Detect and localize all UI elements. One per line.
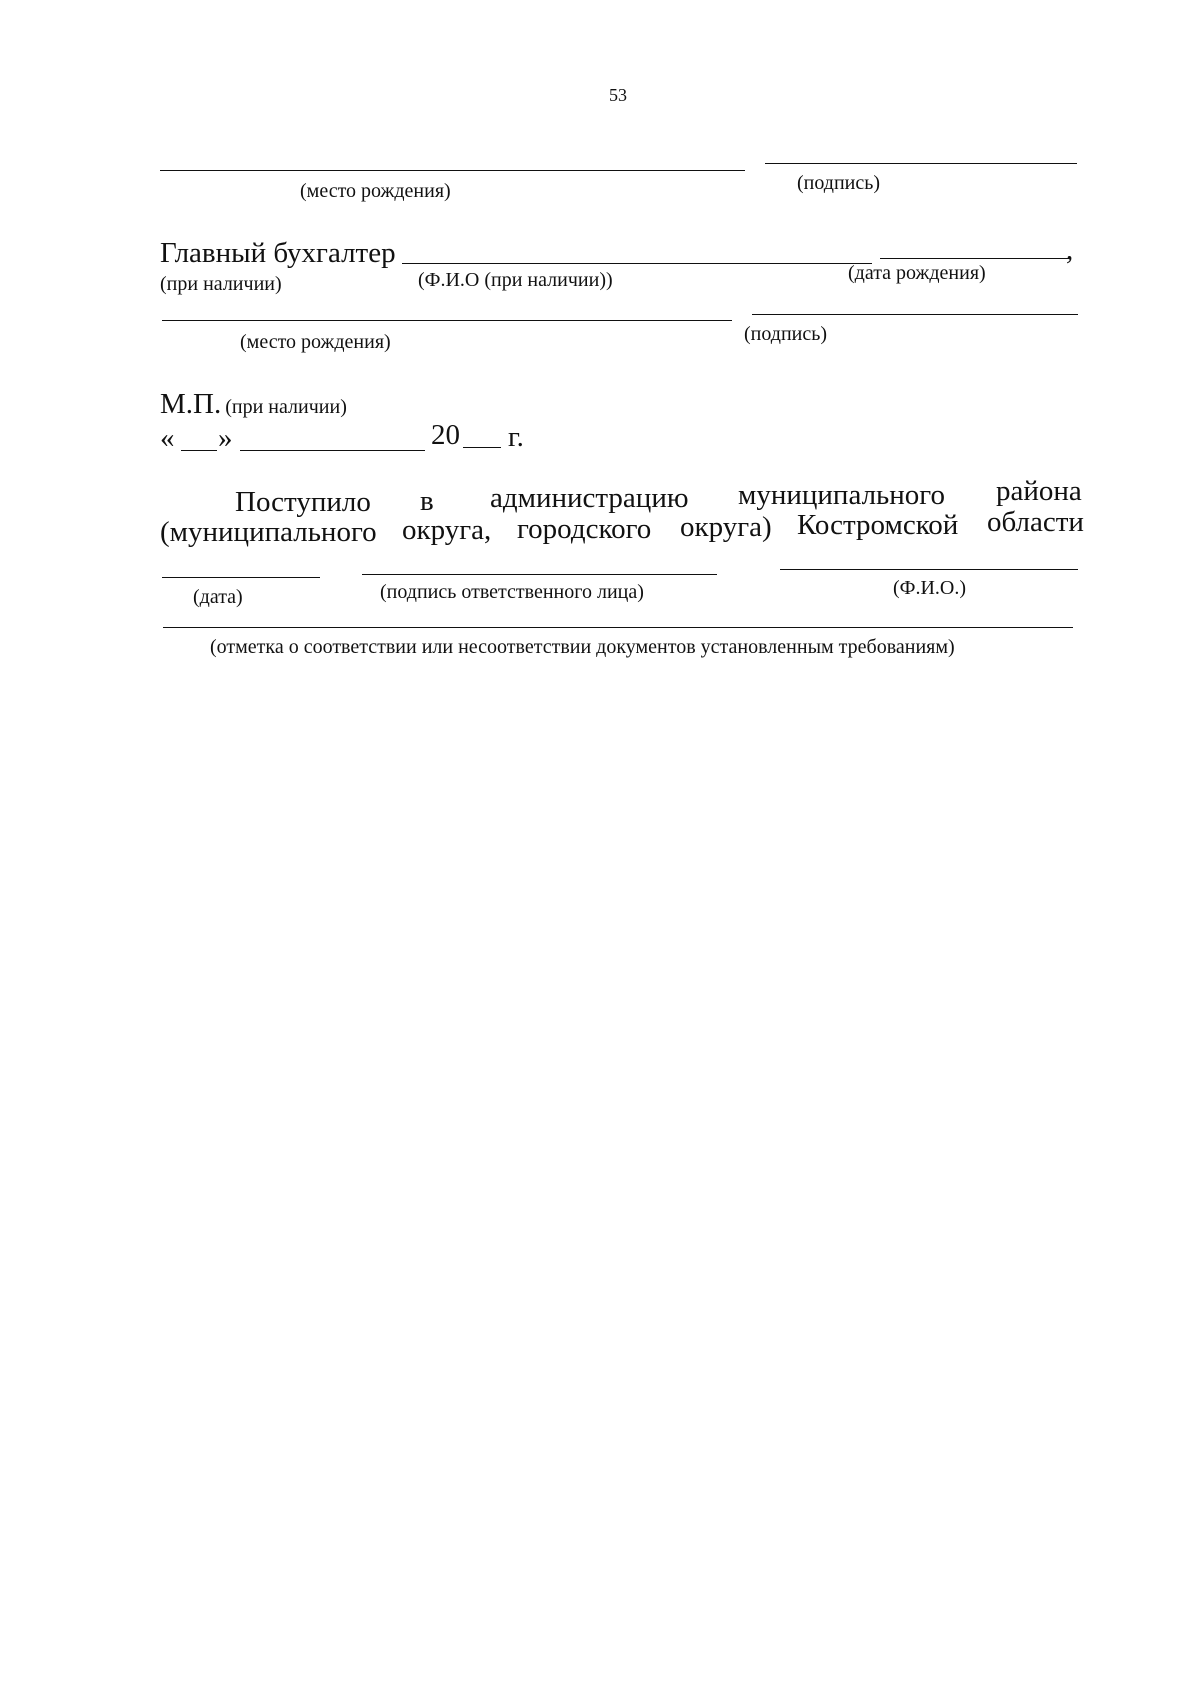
received-word-5: района — [996, 475, 1082, 507]
received-date-caption: (дата) — [193, 586, 243, 608]
accountant-birthplace-caption: (место рождения) — [240, 331, 391, 353]
date-year-suffix: г. — [508, 421, 524, 453]
compliance-caption: (отметка о соответствии или несоответствии документов установленным требованиям) — [210, 636, 955, 658]
received-fio-line — [780, 569, 1078, 570]
date-month-line — [240, 450, 425, 451]
received-word-2: в — [420, 485, 434, 517]
date-open-quote: « — [160, 422, 175, 454]
stamp-row — [160, 390, 347, 419]
accountant-fio-line — [402, 263, 872, 264]
signature-caption: (подпись) — [797, 172, 881, 194]
responsible-signature-line — [362, 574, 717, 575]
stamp-label: М.П. — [160, 388, 222, 420]
date-year-prefix: 20 — [431, 419, 460, 451]
accountant-birthdate-line — [880, 258, 1070, 259]
received-word-1: Поступило — [235, 486, 371, 518]
received-word-9: округа) — [680, 511, 772, 543]
accountant-fio-caption: (Ф.И.О (при наличии)) — [418, 269, 613, 291]
accountant-signature-line — [752, 314, 1078, 315]
chief-accountant-title: Главный бухгалтер — [160, 237, 396, 269]
received-word-6: (муниципального — [160, 516, 377, 548]
date-day-line — [181, 450, 217, 451]
accountant-birthplace-line — [162, 320, 732, 321]
received-word-10: Костромской — [797, 509, 959, 541]
received-word-11: области — [987, 506, 1084, 538]
page-number: 53 — [609, 85, 627, 105]
received-word-4: муниципального — [738, 479, 945, 511]
date-year-line — [463, 447, 501, 448]
received-date-line — [162, 577, 320, 578]
responsible-signature-caption: (подпись ответственного лица) — [380, 581, 644, 603]
accountant-title-note: (при наличии) — [160, 273, 282, 295]
received-word-7: округа, — [402, 514, 492, 546]
signature-line — [765, 163, 1077, 164]
accountant-comma: , — [1066, 234, 1074, 266]
received-word-3: администрацию — [490, 482, 689, 514]
birthplace-caption: (место рождения) — [300, 180, 451, 202]
compliance-line — [163, 627, 1073, 628]
stamp-note: (при наличии) — [225, 396, 347, 418]
received-fio-caption: (Ф.И.О.) — [893, 577, 967, 599]
accountant-signature-caption: (подпись) — [744, 323, 828, 345]
date-close-quote: » — [218, 422, 233, 454]
birthplace-line — [160, 170, 745, 171]
received-word-8: городского — [517, 513, 652, 545]
accountant-birthdate-caption: (дата рождения) — [848, 262, 986, 284]
